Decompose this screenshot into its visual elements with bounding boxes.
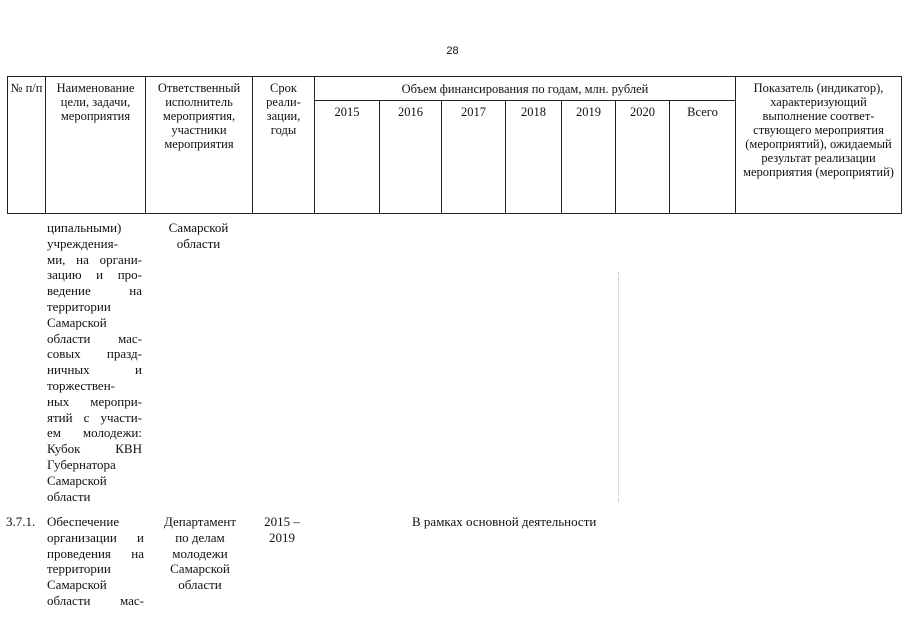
continued-measure-name	[47, 220, 142, 504]
header-col-indicator: Показатель (индикатор), характеризующий выполнение соответ-ствующего мероприятия (мероприятий), ожидаемый результат реализации мероприятия (мероприятий)	[736, 77, 902, 214]
implementation-term	[254, 514, 310, 546]
page-number: 28	[446, 45, 459, 57]
header-col-term: Срок реали-зации, годы	[253, 77, 315, 214]
header-year-2017: 2017	[442, 101, 506, 214]
text-line: области мас-	[47, 592, 144, 608]
text-line: торжествен-	[47, 377, 115, 393]
funding-text: В рамках основной деятельности	[412, 514, 597, 529]
header-col-executor: Ответственный исполнитель мероприятия, участники мероприятия	[146, 77, 253, 214]
text-line: Обеспечение	[47, 514, 120, 529]
text-line: Кубок КВН	[47, 441, 142, 457]
continued-executor	[145, 220, 252, 252]
text-line: Губернатора	[47, 456, 116, 472]
text-line: Самарской	[170, 561, 230, 577]
header-year-2016: 2016	[380, 101, 442, 214]
text-line: территории	[47, 298, 111, 314]
text-line: организации и	[47, 529, 144, 545]
header-year-2019: 2019	[562, 101, 616, 214]
executor	[145, 514, 255, 593]
header-col-name: Наименование цели, задачи, мероприятия	[46, 77, 146, 214]
text-line: Департамент	[163, 514, 237, 529]
text-line: области	[178, 577, 222, 593]
text-line: области	[47, 488, 91, 504]
text-line: ми, на органи-	[47, 251, 142, 267]
text-line: ципальными)	[47, 220, 122, 235]
header-col-number: № п/п	[8, 77, 46, 214]
table-header	[7, 76, 902, 214]
text-line: ничных и	[47, 362, 142, 378]
text-line: молодежи	[172, 545, 228, 561]
text-line: совых празд-	[47, 346, 142, 362]
header-total: Всего	[670, 101, 736, 214]
header-year-2020: 2020	[616, 101, 670, 214]
text-line: ем молодежи:	[47, 425, 142, 441]
text-line: области	[176, 235, 221, 251]
text-line: зацию и про-	[47, 267, 142, 283]
header-year-2015: 2015	[315, 101, 380, 214]
text-line: Самарской	[168, 220, 229, 235]
text-line: области мас-	[47, 330, 142, 346]
text-line: территории	[47, 561, 111, 577]
text-line: ятий с участи-	[47, 409, 142, 425]
header-funding-title: Объем финансирования по годам, млн. рублей	[315, 77, 736, 101]
text-line: 2019	[269, 529, 295, 545]
text-line: проведения на	[47, 545, 144, 561]
text-line: по делам	[175, 529, 225, 545]
text-line: учреждения-	[47, 235, 118, 251]
text-line: Самарской	[47, 472, 107, 488]
measure-name	[47, 514, 144, 609]
row-number: 3.7.1.	[6, 514, 36, 529]
text-line: Самарской	[47, 577, 107, 593]
text-line: ведение на	[47, 283, 142, 299]
text-line: 2015 –	[264, 514, 300, 529]
scan-artifact-dots	[618, 272, 620, 502]
header-year-2018: 2018	[506, 101, 562, 214]
text-line: ных меропри-	[47, 393, 142, 409]
text-line: Самарской	[47, 314, 107, 330]
